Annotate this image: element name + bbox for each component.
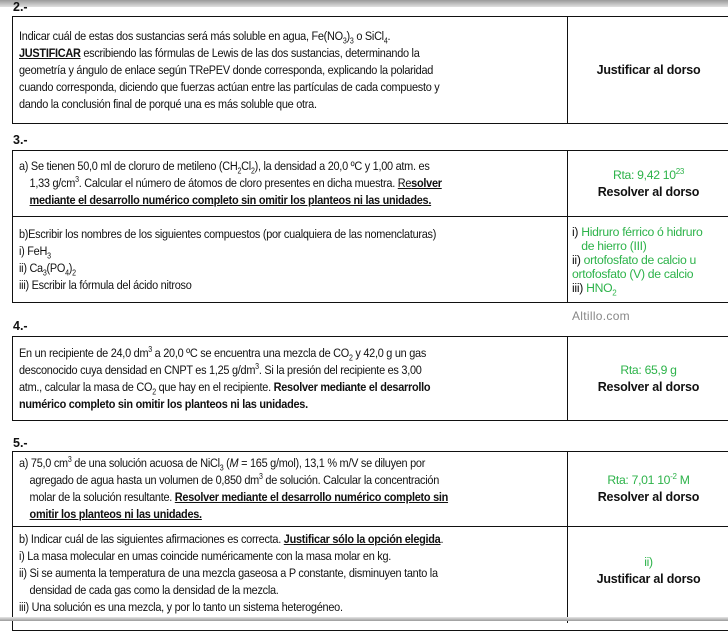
text-segment: iii) Una solución es una mezcla, y por lo tanto un sistema heterogéneo. — [19, 600, 343, 614]
text-segment: . Calcular el número de átomos de cloro presentes en dicha muestra. — [78, 175, 398, 190]
text-line — [19, 362, 496, 379]
answer-line — [572, 267, 693, 281]
text-segment: densidad de cada gas como la densidad de la mezcla. — [29, 583, 279, 597]
text-segment: desconocido cuya densidad en CNPT es 1,25 g/dm — [19, 362, 256, 377]
question-3a-answer-cell — [568, 150, 728, 217]
text-segment: mediante el desarrollo numérico completo sin omitir los planteos ni las unidades. — [29, 192, 432, 207]
text-segment: 3 — [47, 250, 51, 260]
text-segment: 4 — [65, 267, 69, 277]
text-segment: b)Escribir los nombres de los siguientes compuestos (por cualquiera de las nomenclaturas) — [19, 226, 437, 241]
text-segment: a) Se tienen 50,0 ml de cloruro de metileno (CH — [19, 158, 238, 173]
answer-exponent: -2 — [670, 471, 677, 481]
text-segment: a 20,0 ºC se encuentra una mezcla de CO — [151, 345, 349, 360]
text-line — [19, 28, 496, 45]
question-4-answer-cell — [568, 337, 728, 420]
text-segment: Re — [397, 175, 412, 190]
question-2-instruction-cell — [568, 17, 728, 123]
text-segment: 3 — [42, 267, 47, 277]
text-segment: y 42,0 g un gas — [352, 345, 427, 360]
answer-line — [572, 253, 696, 267]
text-line — [19, 277, 496, 294]
text-segment: 3 — [258, 471, 263, 481]
answer-unit: M — [676, 473, 690, 487]
text-line — [19, 62, 496, 79]
question-5b-answer: ii) — [644, 555, 653, 569]
question-2-instruction: Justificar al dorso — [596, 63, 701, 77]
answer-value: Rta: 9,42 10 — [612, 167, 676, 182]
text-segment: 3 — [255, 361, 259, 371]
answer-text: ortofosfato (V) de calcio — [572, 266, 694, 281]
question-3b-answers — [568, 217, 728, 302]
text-line — [19, 396, 496, 413]
text-line — [19, 599, 496, 616]
text-segment: = 165 g/mol), 13,1 % m/V se diluyen por — [238, 455, 426, 470]
text-segment: 4 — [383, 35, 388, 45]
text-segment: 3 — [219, 462, 224, 472]
text-segment: a) 75,0 cm — [19, 455, 68, 470]
question-4-text — [13, 337, 568, 420]
text-segment: iii) Escribir la fórmula del ácido nitroso — [19, 277, 192, 292]
text-segment: ) — [68, 260, 73, 275]
text-line — [19, 455, 496, 472]
text-line — [19, 260, 496, 277]
question-2-text — [13, 17, 568, 123]
answer-subscript: 2 — [612, 287, 617, 297]
text-line — [19, 226, 496, 243]
question-5-number: 5.- — [13, 436, 28, 450]
page-bottom-edge — [0, 617, 728, 621]
text-line — [19, 345, 496, 362]
answer-exponent: 23 — [675, 166, 685, 176]
text-line — [19, 472, 496, 489]
text-line — [19, 565, 496, 582]
text-line — [19, 506, 496, 523]
answer-line — [572, 225, 702, 239]
question-3b-row — [13, 216, 728, 302]
text-segment: En un recipiente de 24,0 dm — [19, 345, 149, 360]
text-segment: 2 — [349, 352, 353, 362]
question-3a-row — [13, 150, 728, 217]
text-segment: Resolver mediante el desarrollo numérico completo sin — [174, 489, 449, 504]
answer-prefix: i) — [572, 224, 582, 239]
text-segment: atm., calcular la masa de CO — [19, 379, 153, 394]
text-segment: geometría y ángulo de enlace según TRePEV donde corresponda, explicando la polaridad — [19, 62, 434, 77]
answer-prefix: ii) — [572, 252, 584, 267]
text-segment: que hay en el recipiente. — [155, 379, 274, 394]
question-3b-text — [13, 217, 568, 302]
text-segment: o SiCl — [353, 28, 384, 43]
text-segment: ii) Ca — [19, 260, 43, 275]
text-segment: 2 — [72, 267, 76, 277]
answer-text: de hierro (III) — [572, 238, 647, 253]
answer-line — [572, 281, 616, 295]
text-segment: 2 — [152, 386, 156, 396]
text-segment: omitir los planteos ni las unidades. — [29, 506, 202, 521]
page-top-edge — [0, 0, 728, 7]
text-segment: 3 — [67, 454, 72, 464]
question-5a-answer — [607, 473, 689, 487]
text-line — [19, 548, 496, 565]
text-line — [19, 379, 496, 396]
text-segment: M — [229, 455, 239, 470]
text-line — [19, 96, 496, 113]
text-segment: cuando corresponda, diciendo que fuerzas actúan entre las partículas de cada compuesto y — [19, 79, 440, 94]
text-segment: b) Indicar cuál de las siguientes afirmaciones es correcta. — [19, 532, 284, 546]
answer-prefix: iii) — [572, 280, 587, 295]
text-line — [19, 45, 496, 62]
text-line — [19, 192, 496, 209]
question-5b-row — [13, 526, 728, 623]
question-5a-instruction: Resolver al dorso — [597, 490, 700, 504]
text-line — [19, 531, 496, 548]
text-segment: 3 — [148, 344, 152, 354]
text-segment: ), la densidad a 20,0 ºC y 1,00 atm. es — [254, 158, 430, 173]
text-segment: 1,33 g/cm — [29, 175, 76, 190]
text-segment: numérico completo sin omitir los planteos ni las unidades. — [19, 396, 308, 411]
text-segment: (PO — [46, 260, 66, 275]
text-segment: molar de la solución resultante. — [29, 489, 175, 504]
answer-text: ortofosfato de calcio u — [583, 252, 697, 267]
text-segment: 3 — [349, 35, 354, 45]
text-segment: i) La masa molecular en umas coincide numéricamente con la masa molar en kg. — [19, 549, 392, 563]
text-segment: . — [440, 532, 444, 546]
text-line — [19, 489, 496, 506]
question-4-instruction: Resolver al dorso — [597, 380, 700, 394]
question-5b-text — [13, 527, 568, 623]
question-3-box — [12, 150, 728, 303]
question-5a-answer-cell — [568, 451, 728, 527]
question-3a-answer — [613, 168, 684, 182]
question-5a-text — [13, 451, 568, 527]
text-segment: . — [387, 28, 391, 43]
text-line — [19, 79, 496, 96]
text-segment: 2 — [237, 165, 242, 175]
text-segment: Cl — [241, 158, 251, 173]
answer-text: Hidruro férrico ó hidruro — [581, 224, 703, 239]
text-segment: . Si la presión del recipiente es 3,00 — [258, 362, 422, 377]
question-5a-row — [13, 451, 728, 527]
question-3a-text — [13, 150, 568, 217]
text-segment: Resolver mediante el desarrollo — [273, 379, 431, 394]
question-2-number: 2.- — [13, 0, 28, 14]
text-segment: i) FeH — [19, 243, 48, 258]
text-segment: 3 — [75, 174, 79, 184]
text-segment: escribiendo las fórmulas de Lewis de las dos sustancias, determinando la — [80, 45, 420, 60]
question-5-box — [12, 451, 728, 631]
question-4-answer: Rta: 65,9 g — [620, 363, 677, 377]
answer-value: Rta: 7,01 10 — [607, 473, 671, 487]
question-5b-instruction: Justificar al dorso — [596, 572, 701, 586]
text-segment: agregado de agua hasta un volumen de 0,850 dm — [29, 472, 259, 487]
text-line — [19, 582, 496, 599]
text-segment: 2 — [250, 165, 255, 175]
text-line — [19, 175, 496, 192]
text-line — [19, 243, 496, 260]
text-segment: JUSTIFICAR — [19, 45, 81, 60]
text-segment: Justificar sólo la opción elegida — [283, 532, 441, 546]
text-segment: Indicar cuál de estas dos sustancias será más soluble en agua, Fe(NO — [19, 28, 343, 43]
text-segment: solver — [411, 175, 442, 190]
question-4-box — [12, 336, 728, 421]
text-segment: 3 — [342, 35, 347, 45]
text-segment: ) — [346, 28, 350, 43]
text-line — [19, 158, 496, 175]
text-segment: de solución. Calcular la concentración — [262, 472, 440, 487]
text-segment: ii) Si se aumenta la temperatura de una mezcla gaseosa a P constante, disminuyen tanto la — [19, 566, 438, 580]
text-segment: ( — [223, 455, 230, 470]
question-4-number: 4.- — [13, 319, 28, 333]
answer-text: HNO — [586, 280, 613, 295]
text-segment: de una solución acuosa de NiCl — [71, 455, 220, 470]
question-3-number: 3.- — [13, 133, 28, 147]
question-3a-instruction: Resolver al dorso — [597, 184, 700, 199]
answer-line — [572, 239, 647, 253]
watermark: Altillo.com — [572, 309, 630, 323]
text-segment: dando la conclusión final de porqué una es más soluble que otra. — [19, 96, 317, 111]
question-2-box — [12, 16, 728, 124]
question-5b-answer-cell — [568, 527, 728, 623]
